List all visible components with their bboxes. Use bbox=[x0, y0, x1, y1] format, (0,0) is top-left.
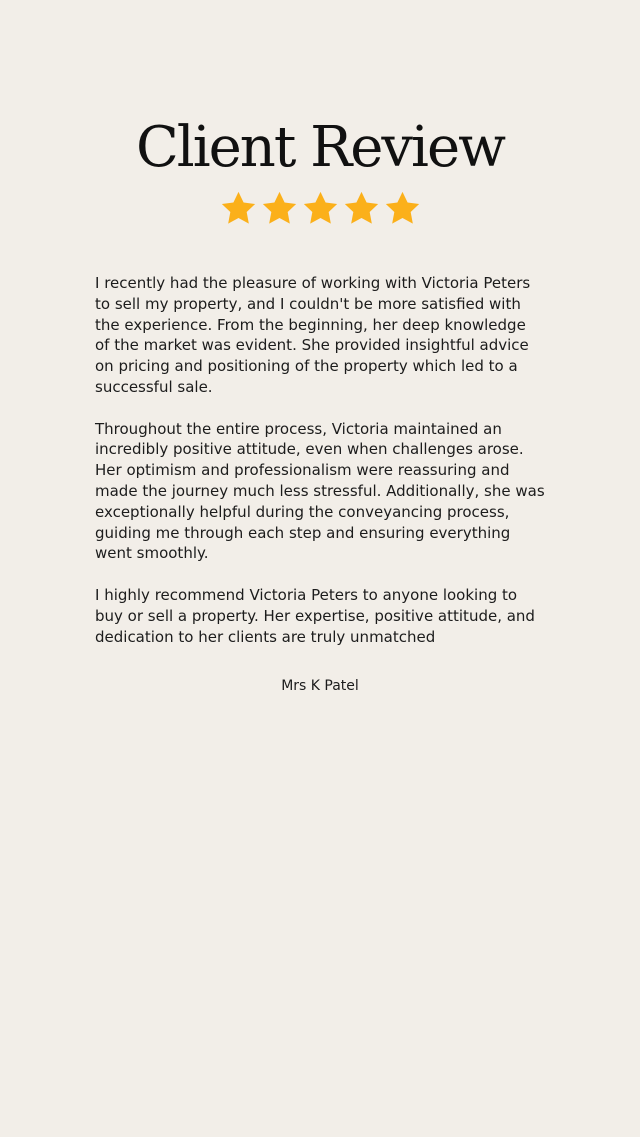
star-icon bbox=[261, 190, 298, 227]
page-title: Client Review bbox=[135, 115, 505, 180]
star-icon bbox=[384, 190, 421, 227]
star-icon bbox=[220, 190, 257, 227]
review-paragraph: Throughout the entire process, Victoria maintained an incredibly positive attitude, even when challenges arose. Her optimism and professionalism were reassuring and made the journey much less stressful. Additionally, she was exceptionally helpful during the conveyancing process, guiding me through each step and ensuring everything went smoothly. bbox=[95, 419, 545, 563]
review-author: Mrs K Patel bbox=[281, 678, 359, 694]
review-paragraph: I highly recommend Victoria Peters to anyone looking to buy or sell a property. Her expertise, positive attitude, and dedication to her clients are truly unmatched bbox=[95, 585, 535, 646]
star-icon bbox=[302, 190, 339, 227]
star-rating bbox=[0, 190, 640, 227]
star-icon bbox=[343, 190, 380, 227]
review-paragraph: I recently had the pleasure of working with Victoria Peters to sell my property, and I couldn't be more satisfied with the experience. From the beginning, her deep knowledge of the market was evident. She provided insightful advice on pricing and positioning of the property which led to a successful sale. bbox=[95, 274, 531, 396]
review-text bbox=[95, 273, 550, 668]
